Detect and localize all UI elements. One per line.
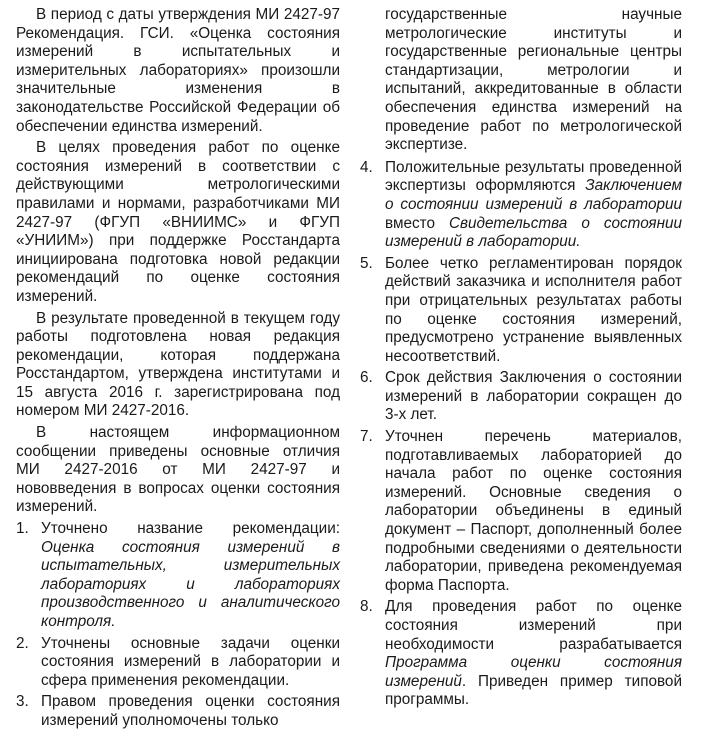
left-column xyxy=(16,6,340,734)
paragraph-result: В результате проведенной в текущем году работы подготовлена новая редакция рекомендации, которая поддержана Росстандартом, утверждена институтами и 15 августа 2016 г. зарегистрирована под номером МИ 2427-2016. xyxy=(16,309,340,420)
list-item-8 xyxy=(360,598,682,710)
list-item-text: Уточнен перечень материалов, подготавливаемых лабораторией до начала работ по оценке состояния измерений. Основные сведения о лаборатории объединены в единый документ – Паспорт, дополненный более подробными сведениями о деятельности лаборатории, приведена рекомендуемая форма Паспорта. xyxy=(385,428,682,594)
list-item-text: Для проведения работ по оценке состояния измерений при необходимости разрабатывается xyxy=(385,598,682,653)
list-item-number: 1. xyxy=(16,520,29,538)
list-item-number: 4. xyxy=(360,158,373,176)
list-item-7 xyxy=(360,428,682,595)
program-doc-name: Программа оценки состояния измерений xyxy=(385,654,682,690)
list-item-number: 3. xyxy=(16,693,29,711)
list-item-text: Срок действия Заключения о состоянии измерений в лаборатории сокращен до 3-х лет. xyxy=(385,369,682,424)
paragraph-notice: В настоящем информационном сообщении приведены основные отличия МИ 2427-2016 от МИ 2427-97 и нововведения в вопросах оценки состояния измерений. xyxy=(16,424,340,516)
list-item-4 xyxy=(360,159,682,252)
list-item-number: 7. xyxy=(360,428,373,446)
list-item-text: Правом проведения оценки состояния измерений уполномочены только xyxy=(41,693,340,729)
list-item-number: 8. xyxy=(360,598,373,616)
list-item-3-continuation: государственные научные метрологические институты и государственные региональные центры стандартизации, метрологии и испытаний, аккредитованные в области обеспечения единства измерений на проведение работ по метрологической экспертизе. xyxy=(385,6,682,154)
list-item-2 xyxy=(16,635,340,691)
conclusion-doc-name: Заключением о состоянии измерений в лаборатории xyxy=(385,177,682,213)
list-item-6 xyxy=(360,369,682,425)
differences-list-part1 xyxy=(16,520,340,731)
list-item-number: 6. xyxy=(360,369,373,387)
certificate-doc-name: Свидетельства о состоянии измерений в лаборатории. xyxy=(385,214,682,251)
list-item-text: Положительные результаты проведенной экспертизы оформляются xyxy=(385,158,682,195)
paragraph-intro: В период с даты утверждения МИ 2427-97 Рекомендация. ГСИ. «Оценка состояния измерений в испытательных и измерительных лабораториях» произошли значительные изменения в законодательстве Российской Федерации об обеспечении единства измерений. xyxy=(16,6,340,135)
paragraph-goals: В целях проведения работ по оценке состояния измерений в соответствии с действующими метрологическими правилами и нормами, разработчиками МИ 2427-97 (ФГУП «ВНИИМС» и ФГУП «УНИИМ») при поддержке Росстандарта инициирована подготовка новой редакции рекомендаций по оценке состояния измерений. xyxy=(16,139,340,305)
list-item-number: 2. xyxy=(16,634,29,652)
recommendation-title: Оценка состояния измерений в испытательных, измерительных лабораториях и лабораториях производственного и аналитического контроля. xyxy=(41,538,340,630)
list-item-text: Уточнено название рекомендации: xyxy=(41,520,340,538)
list-item-5 xyxy=(360,255,682,367)
list-item-text: Уточнены основные задачи оценки состояния измерений в лаборатории и сфера применения рекомендации. xyxy=(41,634,340,689)
right-column xyxy=(360,6,682,713)
list-item-3 xyxy=(16,693,340,730)
list-item-text: вместо xyxy=(385,214,435,232)
differences-list-part2 xyxy=(360,159,682,710)
list-item-number: 5. xyxy=(360,254,373,272)
list-item-text: Более четко регламентирован порядок действий заказчика и исполнителя работ при отрицательных результатах работы по оценке состояния измерений, предусмотрено устранение выявленных несоответствий. xyxy=(385,254,682,365)
list-item-text: . Приведен пример типовой программы. xyxy=(385,672,682,709)
list-item-1 xyxy=(16,520,340,632)
